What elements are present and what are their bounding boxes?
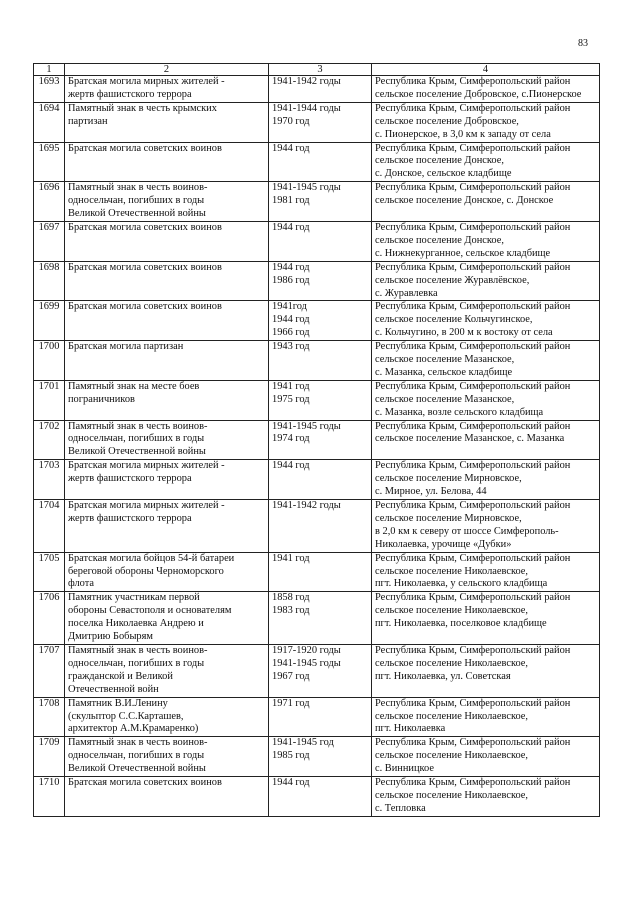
- row-number-text: 1699: [38, 301, 60, 313]
- table-row: [34, 301, 600, 341]
- dates-cell-text: 1941-1942 годы: [272, 500, 341, 511]
- column-header-3: 3: [269, 64, 372, 76]
- dates-cell: [269, 182, 372, 222]
- column-header-2: 2: [65, 64, 269, 76]
- location-cell-text: Республика Крым, Симферопольский район сельское поселение Николаевское, пгт. Николаевка, поселковое кладбище: [375, 592, 571, 630]
- row-number: [34, 341, 65, 381]
- table-row: [34, 261, 600, 301]
- row-number-text: 1697: [38, 221, 60, 233]
- location-cell: [372, 644, 600, 697]
- dates-cell-text: 1944 год 1986 год: [272, 261, 310, 286]
- location-cell: [372, 76, 600, 103]
- dates-cell: [269, 644, 372, 697]
- dates-cell-text: 1971 год: [272, 697, 310, 709]
- object-name-cell-text: Памятный знак в честь воинов- односельчан, погибших в годы Великой Отечественной войны: [68, 182, 208, 220]
- location-cell-text: Республика Крым, Симферопольский район сельское поселение Николаевское, пгт. Николаевка, ул. Советская: [375, 644, 571, 682]
- dates-cell: [269, 592, 372, 645]
- row-number-text: 1702: [38, 420, 60, 432]
- location-cell-text: Республика Крым, Симферопольский район сельское поселение Донское, с. Донское: [375, 182, 571, 207]
- dates-cell-text: 1944 год: [272, 460, 310, 472]
- location-cell-text: Республика Крым, Симферопольский район сельское поселение Мирновское, с. Мирное, ул. Белова, 44: [375, 460, 571, 498]
- object-name-cell: [65, 460, 269, 500]
- object-name-cell-text: Памятный знак в честь крымских партизан: [68, 102, 217, 127]
- dates-cell-text: 1941 год 1975 год: [272, 380, 310, 405]
- object-name-cell: [65, 261, 269, 301]
- dates-cell-text: 1917-1920 годы 1941-1945 годы 1967 год: [272, 644, 341, 682]
- row-number-text: 1693: [38, 76, 60, 87]
- object-name-cell: [65, 142, 269, 182]
- table-row: [34, 380, 600, 420]
- object-name-cell: [65, 76, 269, 103]
- row-number: [34, 221, 65, 261]
- table-row: [34, 592, 600, 645]
- object-name-cell-text: Братская могила советских воинов: [68, 221, 222, 233]
- object-name-cell: [65, 737, 269, 777]
- table-row: [34, 420, 600, 460]
- object-name-cell: [65, 341, 269, 381]
- location-cell-text: Республика Крым, Симферопольский район сельское поселение Мазанское, с. Мазанка: [375, 420, 571, 445]
- location-cell: [372, 261, 600, 301]
- row-number: [34, 380, 65, 420]
- object-name-cell: [65, 380, 269, 420]
- object-name-cell: [65, 420, 269, 460]
- object-name-cell-text: Братская могила мирных жителей - жертв фашистского террора: [68, 460, 225, 485]
- row-number-text: 1701: [38, 380, 60, 392]
- object-name-cell-text: Братская могила советских воинов: [68, 301, 222, 313]
- dates-cell-text: 1944 год: [272, 777, 310, 789]
- dates-cell-text: 1941 год: [272, 552, 310, 564]
- location-cell: [372, 777, 600, 817]
- location-cell: [372, 341, 600, 381]
- row-number: [34, 142, 65, 182]
- location-cell: [372, 420, 600, 460]
- dates-cell: [269, 261, 372, 301]
- table-row: [34, 142, 600, 182]
- location-cell-text: Республика Крым, Симферопольский район сельское поселение Кольчугинское, с. Кольчугино, в 200 м к востоку от села: [375, 301, 571, 339]
- dates-cell-text: 1944 год: [272, 142, 310, 154]
- object-name-cell-text: Памятный знак на месте боев пограничников: [68, 380, 200, 405]
- location-cell: [372, 142, 600, 182]
- object-name-cell: [65, 777, 269, 817]
- row-number-text: 1695: [38, 142, 60, 154]
- object-name-cell-text: Братская могила советских воинов: [68, 777, 222, 789]
- column-header-1: 1: [34, 64, 65, 76]
- row-number: [34, 777, 65, 817]
- location-cell-text: Республика Крым, Симферопольский район сельское поселение Николаевское, с. Винницкое: [375, 737, 571, 775]
- object-name-cell-text: Братская могила советских воинов: [68, 261, 222, 273]
- row-number-text: 1706: [38, 592, 60, 604]
- location-cell-text: Республика Крым, Симферопольский район сельское поселение Мазанское, с. Мазанка, сельское кладбище: [375, 341, 571, 378]
- dates-cell-text: 1941-1945 годы 1981 год: [272, 182, 341, 207]
- row-number: [34, 460, 65, 500]
- object-name-cell-text: Братская могила советских воинов: [68, 142, 222, 154]
- dates-cell-text: 1858 год 1983 год: [272, 592, 310, 617]
- row-number-text: 1705: [38, 552, 60, 564]
- table-row: [34, 221, 600, 261]
- table-header-row: [34, 64, 600, 76]
- object-name-cell: [65, 221, 269, 261]
- object-name-cell-text: Братская могила мирных жителей - жертв фашистского террора: [68, 76, 225, 100]
- dates-cell-text: 1941-1945 годы 1974 год: [272, 420, 341, 445]
- row-number-text: 1704: [38, 500, 60, 511]
- row-number-text: 1698: [38, 261, 60, 273]
- row-number: [34, 102, 65, 142]
- row-number-text: 1709: [38, 737, 60, 749]
- row-number-text: 1700: [38, 341, 60, 353]
- location-cell-text: Республика Крым, Симферопольский район сельское поселение Николаевское, пгт. Николаевка: [375, 697, 571, 735]
- row-number-text: 1707: [38, 644, 60, 656]
- dates-cell: [269, 221, 372, 261]
- location-cell-text: Республика Крым, Симферопольский район сельское поселение Николаевское, с. Тепловка: [375, 777, 571, 814]
- table-row: [34, 341, 600, 381]
- row-number-text: 1696: [38, 182, 60, 194]
- dates-cell: [269, 460, 372, 500]
- table-row: [34, 777, 600, 817]
- dates-cell-text: 1941-1945 год 1985 год: [272, 737, 334, 762]
- object-name-cell: [65, 500, 269, 553]
- object-name-cell-text: Памятный знак в честь воинов- односельчан, погибших в годы гражданской и Великой Отечественной войн: [68, 644, 208, 695]
- dates-cell: [269, 552, 372, 592]
- row-number: [34, 737, 65, 777]
- dates-cell: [269, 420, 372, 460]
- row-number: [34, 76, 65, 103]
- object-name-cell: [65, 644, 269, 697]
- object-name-cell: [65, 182, 269, 222]
- dates-cell: [269, 341, 372, 381]
- dates-cell: [269, 737, 372, 777]
- dates-cell: [269, 301, 372, 341]
- location-cell: [372, 102, 600, 142]
- location-cell-text: Республика Крым, Симферопольский район сельское поселение Добровское, с.Пионерское: [375, 76, 582, 100]
- object-name-cell: [65, 301, 269, 341]
- table-row: [34, 102, 600, 142]
- table-row: [34, 500, 600, 553]
- table-row: [34, 644, 600, 697]
- location-cell: [372, 592, 600, 645]
- location-cell-text: Республика Крым, Симферопольский район сельское поселение Мирновское, в 2,0 км к северу от шоссе Симферополь- Николаевка, урочище «Дубки»: [375, 500, 571, 550]
- object-name-cell-text: Памятник В.И.Ленину (скульптор С.С.Карташев, архитектор А.М.Крамаренко): [68, 697, 199, 735]
- dates-cell-text: 1944 год: [272, 221, 310, 233]
- dates-cell: [269, 102, 372, 142]
- table-row: [34, 460, 600, 500]
- location-cell: [372, 221, 600, 261]
- table-row: [34, 182, 600, 222]
- table-row: [34, 76, 600, 103]
- object-name-cell: [65, 697, 269, 737]
- dates-cell-text: 1941год 1944 год 1966 год: [272, 301, 310, 339]
- dates-cell: [269, 777, 372, 817]
- dates-cell-text: 1941-1944 годы 1970 год: [272, 102, 341, 127]
- location-cell-text: Республика Крым, Симферопольский район сельское поселение Донское, с. Донское, сельское кладбище: [375, 142, 571, 180]
- location-cell: [372, 301, 600, 341]
- dates-cell: [269, 500, 372, 553]
- row-number: [34, 420, 65, 460]
- dates-cell: [269, 76, 372, 103]
- row-number: [34, 500, 65, 553]
- dates-cell: [269, 697, 372, 737]
- dates-cell-text: 1941-1942 годы: [272, 76, 341, 87]
- object-name-cell-text: Памятный знак в честь воинов- односельчан, погибших в годы Великой Отечественной войны: [68, 420, 208, 458]
- object-name-cell: [65, 592, 269, 645]
- dates-cell-text: 1943 год: [272, 341, 310, 353]
- memorials-table: [33, 63, 600, 817]
- location-cell: [372, 697, 600, 737]
- location-cell: [372, 737, 600, 777]
- location-cell-text: Республика Крым, Симферопольский район сельское поселение Мазанское, с. Мазанка, возле сельского кладбища: [375, 380, 571, 418]
- table-row: [34, 697, 600, 737]
- row-number: [34, 644, 65, 697]
- location-cell: [372, 552, 600, 592]
- object-name-cell: [65, 552, 269, 592]
- object-name-cell-text: Памятник участникам первой обороны Севастополя и основателям поселка Николаевка Андрею и Дмитрию Бобырям: [68, 592, 232, 643]
- location-cell-text: Республика Крым, Симферопольский район сельское поселение Донское, с. Нижнекурганное, сельское кладбище: [375, 221, 571, 259]
- row-number: [34, 261, 65, 301]
- row-number: [34, 552, 65, 592]
- row-number: [34, 182, 65, 222]
- object-name-cell-text: Братская могила партизан: [68, 341, 184, 353]
- row-number-text: 1708: [38, 697, 60, 709]
- row-number-text: 1703: [38, 460, 60, 472]
- object-name-cell-text: Памятный знак в честь воинов- односельчан, погибших в годы Великой Отечественной войны: [68, 737, 208, 775]
- table-row: [34, 552, 600, 592]
- row-number-text: 1694: [38, 102, 60, 114]
- location-cell: [372, 460, 600, 500]
- column-header-4: 4: [372, 64, 600, 76]
- location-cell-text: Республика Крым, Симферопольский район сельское поселение Журавлёвское, с. Журавлевка: [375, 261, 571, 299]
- row-number: [34, 592, 65, 645]
- dates-cell: [269, 380, 372, 420]
- row-number-text: 1710: [38, 777, 60, 789]
- table-row: [34, 737, 600, 777]
- location-cell: [372, 380, 600, 420]
- object-name-cell-text: Братская могила мирных жителей - жертв фашистского террора: [68, 500, 225, 524]
- object-name-cell: [65, 102, 269, 142]
- location-cell: [372, 182, 600, 222]
- row-number: [34, 301, 65, 341]
- row-number: [34, 697, 65, 737]
- object-name-cell-text: Братская могила бойцов 54-й батареи береговой обороны Черноморского флота: [68, 552, 235, 590]
- location-cell-text: Республика Крым, Симферопольский район сельское поселение Добровское, с. Пионерское, в 3,0 км к западу от села: [375, 102, 571, 140]
- location-cell-text: Республика Крым, Симферопольский район сельское поселение Николаевское, пгт. Николаевка, у сельского кладбища: [375, 552, 571, 590]
- dates-cell: [269, 142, 372, 182]
- location-cell: [372, 500, 600, 553]
- page-number: 83: [578, 38, 588, 49]
